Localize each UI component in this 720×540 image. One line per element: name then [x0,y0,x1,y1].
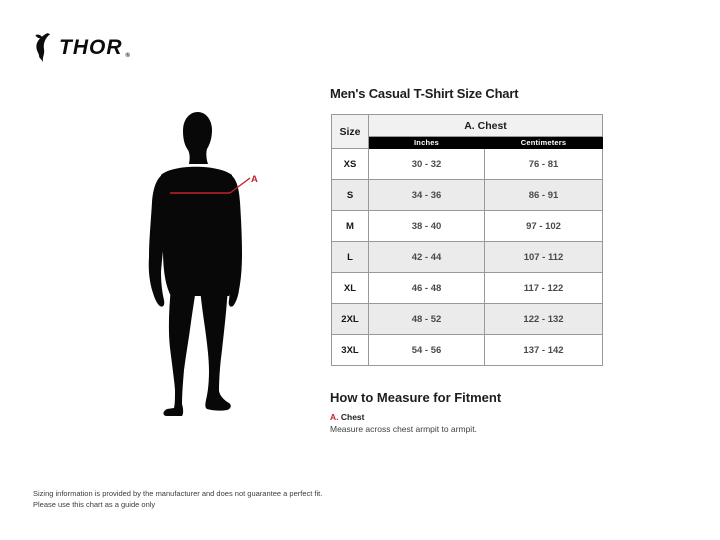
inches-value: 48 - 52 [369,304,485,335]
male-silhouette-figure [148,112,268,416]
size-column-header: Size [332,115,369,149]
measure-item-letter: A. [330,412,339,422]
measure-item-description: Measure across chest armpit to armpit. [330,424,477,434]
disclaimer-line-1: Sizing information is provided by the manufacturer and does not guarantee a perfect fit. [33,489,323,498]
disclaimer-text [33,489,322,511]
measure-section-heading: How to Measure for Fitment [330,390,502,405]
table-row [332,242,603,273]
disclaimer-line-2: Please use this chart as a guide only [33,499,156,509]
inches-value: 42 - 44 [369,242,485,273]
table-row [332,180,603,211]
centimeters-value: 107 - 112 [485,242,603,273]
inches-value: 46 - 48 [369,273,485,304]
centimeters-value: 97 - 102 [485,211,603,242]
inches-value: 30 - 32 [369,149,485,180]
size-label: M [332,211,369,242]
inches-value: 34 - 36 [369,180,485,211]
table-row [332,211,603,242]
measure-item-name: Chest [340,412,365,422]
thor-goat-icon [33,33,56,62]
table-row [332,335,603,366]
registered-trademark: ® [125,53,130,59]
centimeters-value: 137 - 142 [485,335,603,366]
chest-annotation-label: A [251,174,258,185]
page-title: Men's Casual T-Shirt Size Chart [330,86,519,101]
centimeters-unit-header: Centimeters [485,137,603,149]
centimeters-value: 117 - 122 [485,273,603,304]
size-chart-table [331,114,603,366]
chest-column-header: A. Chest [369,115,603,137]
centimeters-value: 76 - 81 [485,149,603,180]
size-label: L [332,242,369,273]
size-label: 3XL [332,335,369,366]
measure-item-chest [330,412,365,422]
inches-value: 38 - 40 [369,211,485,242]
male-silhouette [149,112,242,416]
inches-unit-header: Inches [369,137,485,149]
size-label: XL [332,273,369,304]
table-row [332,149,603,180]
centimeters-value: 122 - 132 [485,304,603,335]
centimeters-value: 86 - 91 [485,180,603,211]
table-row [332,273,603,304]
table-row [332,304,603,335]
size-label: 2XL [332,304,369,335]
brand-name: THOR [59,36,123,59]
size-label: XS [332,149,369,180]
thor-logo [33,33,130,62]
inches-value: 54 - 56 [369,335,485,366]
size-label: S [332,180,369,211]
